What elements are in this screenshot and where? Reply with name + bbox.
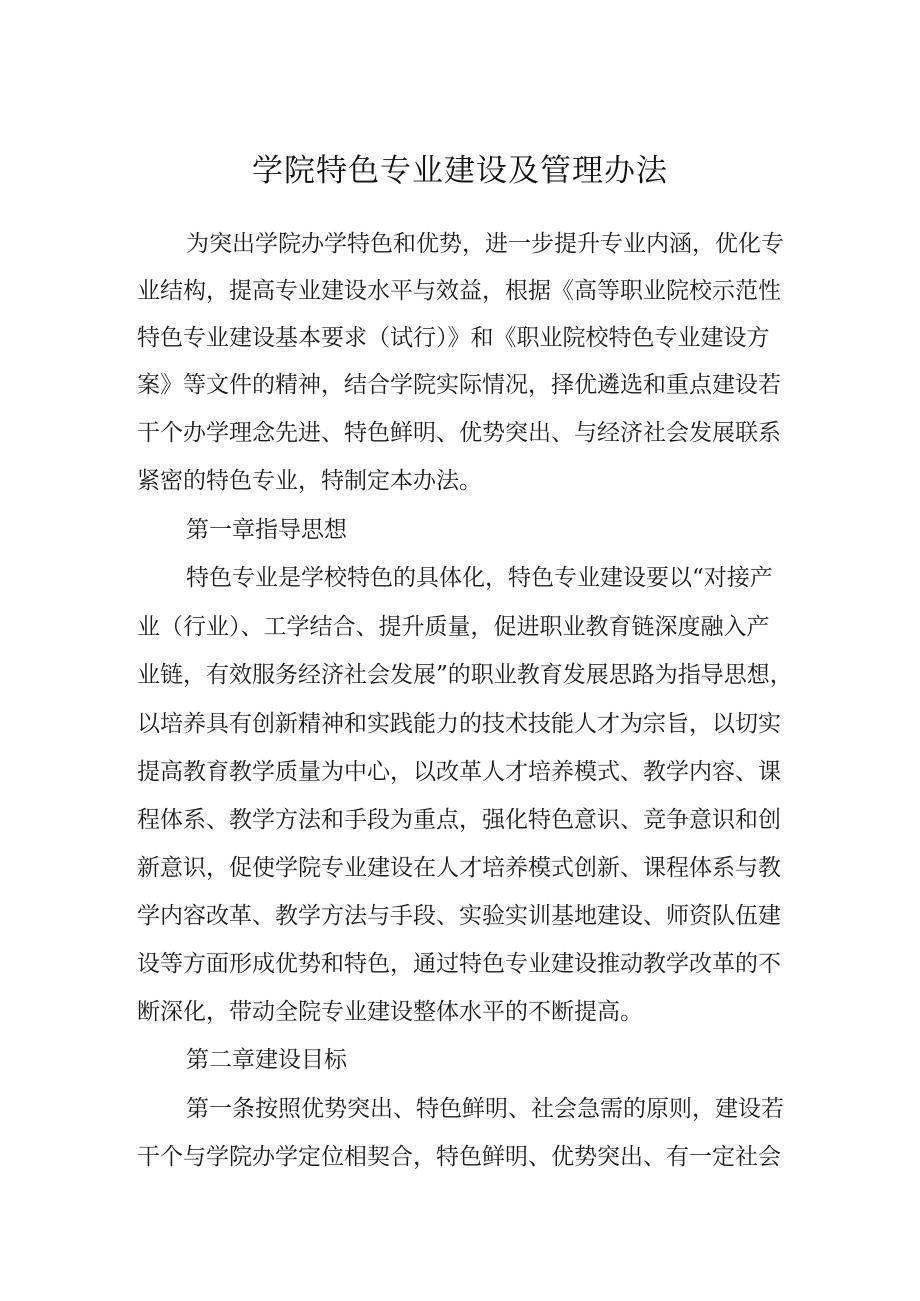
text-line: 程体系、教学方法和手段为重点，强化特色意识、竞争意识和创 bbox=[137, 807, 781, 833]
text-line: 紧密的特色专业，特制定本办法。 bbox=[137, 468, 482, 494]
text-line: 学内容改革、教学方法与手段、实验实训基地建设、师资队伍建 bbox=[137, 903, 781, 929]
text-line: 干个与学院办学定位相契合，特色鲜明、优势突出、有一定社会 bbox=[137, 1144, 781, 1170]
text-line: 为突出学院办学特色和优势，进一步提升专业内涵，优化专 bbox=[186, 231, 784, 257]
text-line: 设等方面形成优势和特色，通过特色专业建设推动教学改革的不 bbox=[137, 951, 781, 977]
chapter-heading: 第一章指导思想 bbox=[186, 517, 347, 543]
text-line: 以培养具有创新精神和实践能力的技术技能人才为宗旨，以切实 bbox=[137, 711, 781, 737]
chapter-heading: 第二章建设目标 bbox=[186, 1047, 347, 1073]
text-line: 干个办学理念先进、特色鲜明、优势突出、与经济社会发展联系 bbox=[137, 420, 781, 446]
text-line: 新意识，促使学院专业建设在人才培养模式创新、课程体系与教 bbox=[137, 855, 781, 881]
text-line: 断深化，带动全院专业建设整体水平的不断提高。 bbox=[137, 999, 643, 1025]
text-line: 特色专业是学校特色的具体化，特色专业建设要以“对接产 bbox=[186, 565, 773, 591]
document-title: 学院特色专业建设及管理办法 bbox=[252, 153, 668, 189]
text-line: 业链，有效服务经济社会发展”的职业教育发展思路为指导思想， bbox=[137, 662, 793, 688]
text-line: 业（行业）、工学结合、提升质量，促进职业教育链深度融入产 bbox=[137, 614, 770, 640]
text-line: 业结构，提高专业建设水平与效益，根据《高等职业院校示范性 bbox=[137, 278, 781, 304]
text-line: 特色专业建设基本要求（试行）》和《职业院校特色专业建设方 bbox=[137, 325, 770, 351]
text-line: 提高教育教学质量为中心，以改革人才培养模式、教学内容、课 bbox=[137, 759, 781, 785]
text-line: 案》等文件的精神，结合学院实际情况，择优遴选和重点建设若 bbox=[137, 372, 781, 398]
text-line: 第一条按照优势突出、特色鲜明、社会急需的原则，建设若 bbox=[186, 1096, 784, 1122]
